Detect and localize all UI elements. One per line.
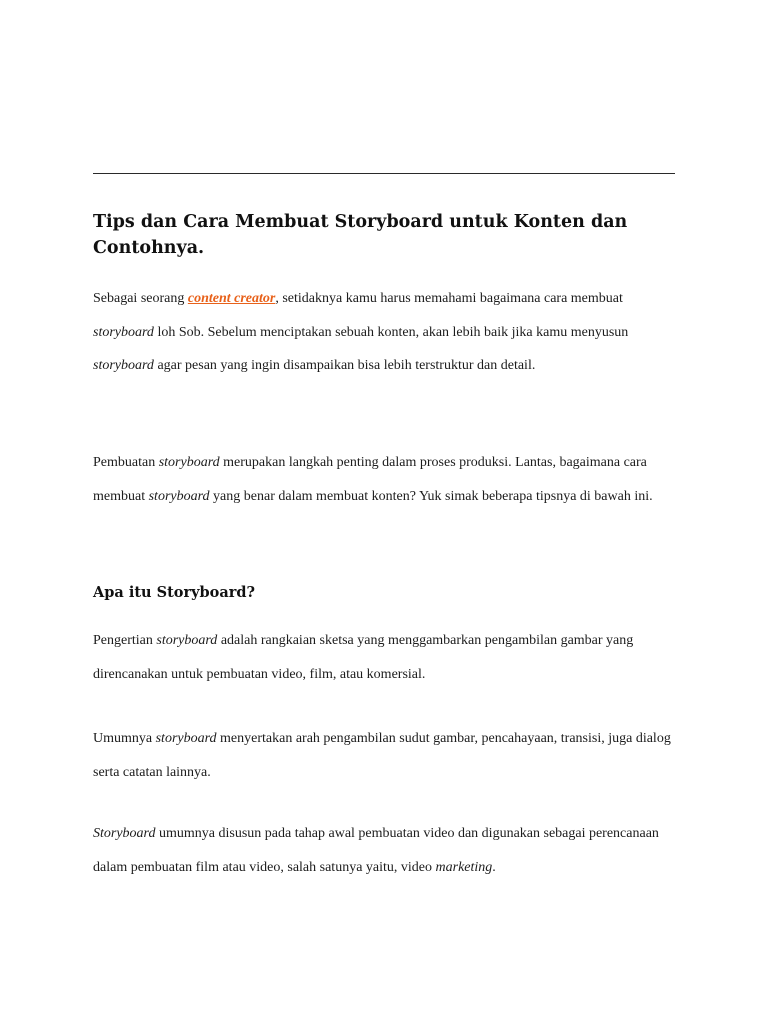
italic-term: storyboard: [155, 731, 217, 746]
italic-term: storyboard: [156, 633, 218, 648]
paragraph-definition: [93, 624, 683, 691]
content-creator-link[interactable]: content creator: [187, 291, 276, 306]
italic-term: storyboard: [148, 488, 210, 504]
paragraph-text: Pembuatan: [93, 455, 159, 470]
paragraph-text: menyertakan arah pengambilan sudut gambar, pencahayaan, transisi, juga dialog serta catatan lainnya.: [93, 731, 671, 780]
paragraph-text: umumnya disusun pada tahap awal pembuatan video dan digunakan sebagai perencanaan dalam pembuatan film atau video, salah satunya yaitu, video: [93, 826, 659, 875]
paragraph-text: agar pesan yang ingin disampaikan bisa lebih terstruktur dan detail.: [153, 358, 536, 373]
paragraph-intro: [93, 282, 683, 383]
paragraph-contents: [93, 722, 683, 789]
paragraph-text: Pengertian: [93, 633, 157, 648]
paragraph-text: loh Sob. Sebelum menciptakan sebuah konten, akan lebih baik jika kamu menyusun: [153, 324, 629, 340]
italic-term: storyboard: [158, 455, 220, 470]
italic-term: storyboard: [93, 324, 154, 340]
paragraph-usage: [93, 817, 683, 884]
paragraph-text: merupakan langkah penting dalam proses produksi. Lantas, bagaimana cara membuat: [93, 455, 647, 504]
horizontal-rule: [93, 173, 675, 174]
paragraph-text: adalah rangkaian sketsa yang menggambarkan pengambilan gambar yang direncanakan untuk pembuatan video, film, atau komersial.: [93, 633, 634, 682]
article-title: Tips dan Cara Membuat Storyboard untuk Konten dan Contohnya.: [93, 212, 628, 258]
section-heading: Apa itu Storyboard?: [93, 584, 256, 601]
paragraph-text: yang benar dalam membuat konten? Yuk simak beberapa tipsnya di bawah ini.: [209, 488, 653, 504]
italic-term: marketing: [435, 859, 493, 875]
paragraph-text: , setidaknya kamu harus memahami bagaimana cara membuat: [275, 291, 623, 306]
paragraph-text: Umumnya: [93, 731, 156, 746]
paragraph-production: [93, 446, 683, 513]
italic-term: storyboard: [93, 358, 154, 373]
italic-term: Storyboard: [93, 826, 156, 841]
paragraph-text: .: [492, 859, 496, 875]
paragraph-text: Sebagai seorang: [93, 291, 188, 306]
